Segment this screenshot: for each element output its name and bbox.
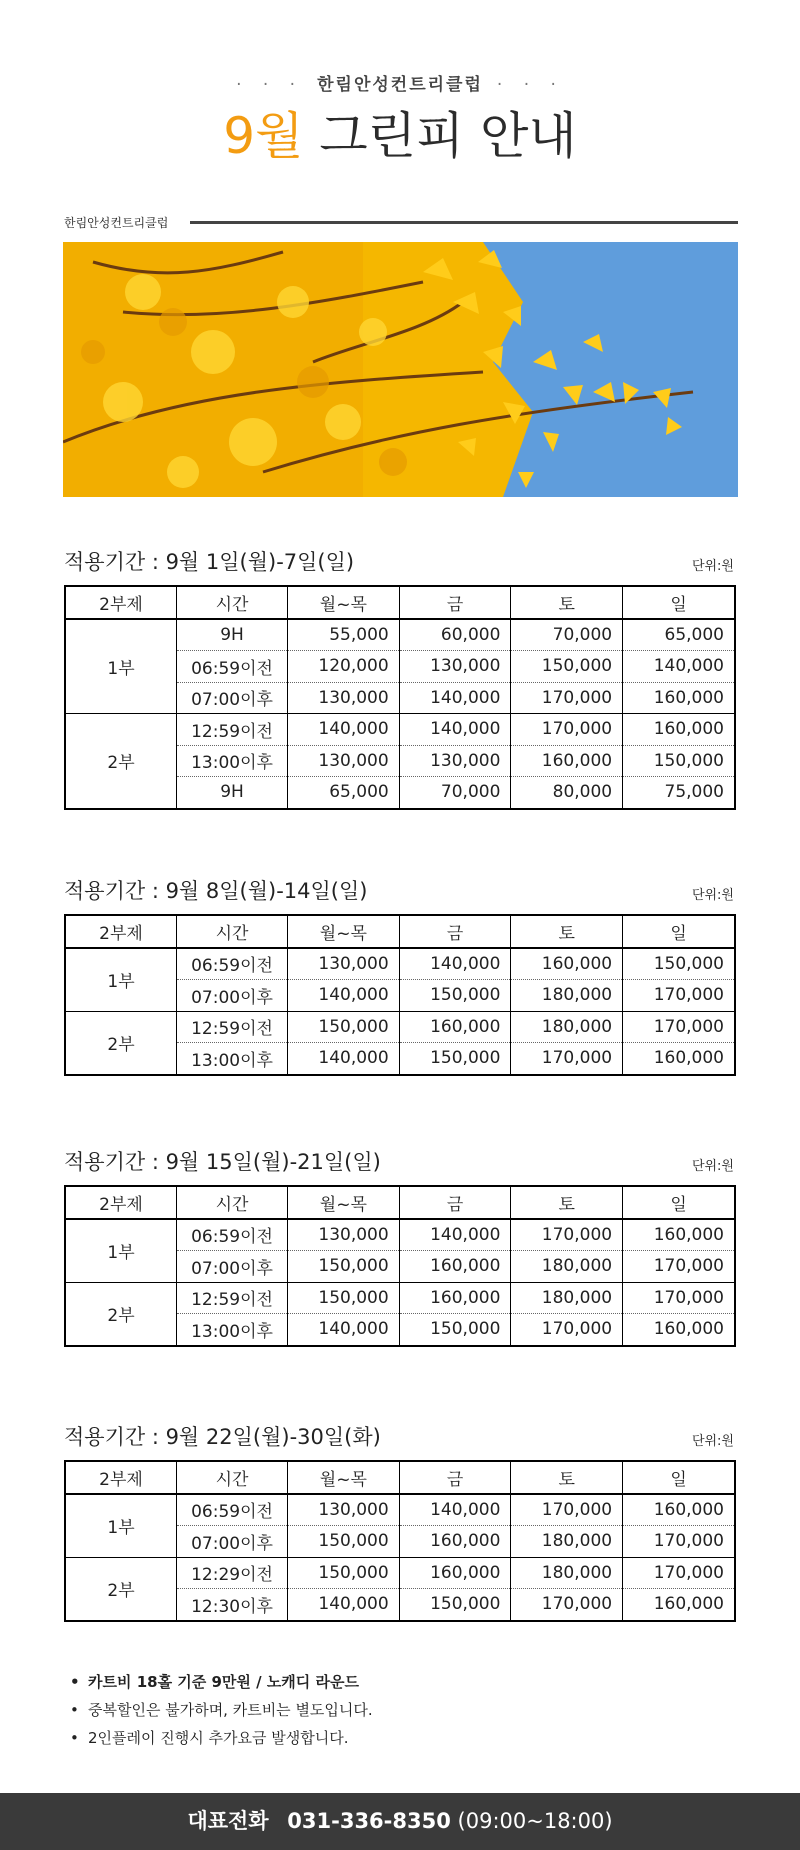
period-3-unit: 단위:원 [691,1159,734,1174]
price-cell: 160,000 [511,745,623,777]
time-cell: 13:00이후 [177,745,288,777]
table-row [65,1494,735,1526]
time-cell: 13:00이후 [177,1043,288,1075]
price-cell: 160,000 [511,948,623,980]
time-cell: 12:59이전 [177,714,288,746]
price-cell: 170,000 [623,1011,735,1043]
price-cell: 170,000 [623,980,735,1012]
time-cell: 06:59이전 [177,651,288,683]
header-time: 시간 [177,586,288,619]
period-1-table [64,585,736,810]
price-cell: 130,000 [288,1219,400,1251]
price-cell: 140,000 [399,1494,511,1526]
time-cell: 06:59이전 [177,1219,288,1251]
price-cell: 140,000 [399,948,511,980]
page-title-month: 9월 [223,107,304,165]
table-header-row [65,1186,735,1219]
part-label: 2부 [65,1557,177,1621]
table-row [65,948,735,980]
period-1-title: 적용기간 : 9월 1일(월)-7일(일) [64,550,355,574]
price-cell: 170,000 [623,1557,735,1589]
time-cell: 07:00이후 [177,682,288,714]
header-sun: 일 [623,1461,735,1494]
footer-hours: (09:00~18:00) [457,1809,613,1833]
footer-phone[interactable]: 031-336-8350 [287,1809,451,1833]
price-cell: 180,000 [511,1557,623,1589]
header-sat: 토 [511,915,623,948]
header-shift: 2부제 [65,586,177,619]
header-club-name [0,70,800,95]
price-cell: 170,000 [511,714,623,746]
page-title-text: 그린피 안내 [319,107,577,165]
header-sun: 일 [623,915,735,948]
price-cell: 130,000 [288,745,400,777]
price-cell: 170,000 [623,1526,735,1558]
table-row [65,619,735,651]
header-time: 시간 [177,1461,288,1494]
price-cell: 150,000 [399,1043,511,1075]
time-cell: 07:00이후 [177,980,288,1012]
time-cell: 07:00이후 [177,1526,288,1558]
header-sat: 토 [511,586,623,619]
price-cell: 160,000 [399,1251,511,1283]
header-sat: 토 [511,1186,623,1219]
price-cell: 55,000 [288,619,400,651]
price-cell: 170,000 [511,1219,623,1251]
period-1-unit: 단위:원 [691,559,734,574]
price-cell: 150,000 [511,651,623,683]
time-cell: 06:59이전 [177,1494,288,1526]
price-cell: 170,000 [511,1494,623,1526]
part-label: 1부 [65,1494,177,1558]
price-cell: 150,000 [288,1282,400,1314]
price-cell: 140,000 [288,1589,400,1621]
price-cell: 180,000 [511,1526,623,1558]
header-dots-right: · · · [496,75,564,95]
time-cell: 06:59이전 [177,948,288,980]
price-cell: 130,000 [288,948,400,980]
table-row [65,1219,735,1251]
period-3-title: 적용기간 : 9월 15일(월)-21일(일) [64,1150,381,1174]
header-shift: 2부제 [65,1186,177,1219]
period-3-table [64,1185,736,1347]
period-2-title: 적용기간 : 9월 8일(월)-14일(일) [64,879,368,903]
part-label: 2부 [65,1282,177,1346]
price-cell: 180,000 [511,1282,623,1314]
header-sun: 일 [623,586,735,619]
footer-contact [0,1793,800,1850]
price-cell: 130,000 [399,745,511,777]
price-cell: 160,000 [623,714,735,746]
time-cell: 12:30이후 [177,1589,288,1621]
table-row [65,1282,735,1314]
price-cell: 180,000 [511,1011,623,1043]
note-item: • 카트비 18홀 기준 9만원 / 노캐디 라운드 [70,1668,373,1696]
price-cell: 170,000 [623,1282,735,1314]
price-cell: 150,000 [288,1557,400,1589]
price-cell: 170,000 [623,1251,735,1283]
price-cell: 140,000 [288,1043,400,1075]
time-cell: 9H [177,619,288,651]
page-title [0,105,800,167]
header-time: 시간 [177,915,288,948]
price-cell: 170,000 [511,682,623,714]
price-cell: 150,000 [399,1589,511,1621]
price-cell: 140,000 [288,714,400,746]
table-row [65,714,735,746]
price-cell: 140,000 [399,1219,511,1251]
price-cell: 140,000 [399,682,511,714]
header-sat: 토 [511,1461,623,1494]
table-header-row [65,915,735,948]
price-cell: 130,000 [399,651,511,683]
time-cell: 07:00이후 [177,1251,288,1283]
header-dots-left: · · · [236,75,304,95]
notes-list [70,1668,373,1752]
header-fri: 금 [399,1461,511,1494]
header-time: 시간 [177,1186,288,1219]
price-cell: 170,000 [511,1043,623,1075]
header-fri: 금 [399,1186,511,1219]
price-cell: 130,000 [288,682,400,714]
part-label: 1부 [65,1219,177,1283]
price-cell: 160,000 [399,1526,511,1558]
table-header-row [65,1461,735,1494]
price-cell: 140,000 [288,1314,400,1346]
price-cell: 150,000 [288,1251,400,1283]
price-cell: 140,000 [399,714,511,746]
header-mon-thu: 월~목 [288,586,400,619]
note-item: • 2인플레이 진행시 추가요금 발생합니다. [70,1724,373,1752]
price-cell: 160,000 [623,1219,735,1251]
time-cell: 9H [177,777,288,809]
period-4-unit: 단위:원 [691,1434,734,1449]
header-shift: 2부제 [65,915,177,948]
ginkgo-photo [63,242,738,497]
price-cell: 150,000 [623,948,735,980]
header-fri: 금 [399,915,511,948]
price-cell: 170,000 [511,1589,623,1621]
period-4-table [64,1460,736,1622]
price-cell: 160,000 [623,1314,735,1346]
part-label: 1부 [65,619,177,714]
part-label: 2부 [65,1011,177,1075]
price-cell: 150,000 [399,980,511,1012]
time-cell: 12:59이전 [177,1011,288,1043]
price-cell: 70,000 [511,619,623,651]
price-cell: 160,000 [399,1011,511,1043]
price-cell: 75,000 [623,777,735,809]
time-cell: 13:00이후 [177,1314,288,1346]
club-divider [190,221,738,224]
header-shift: 2부제 [65,1461,177,1494]
price-cell: 150,000 [623,745,735,777]
header-mon-thu: 월~목 [288,1461,400,1494]
header-sun: 일 [623,1186,735,1219]
price-cell: 65,000 [288,777,400,809]
price-cell: 160,000 [623,1043,735,1075]
part-label: 1부 [65,948,177,1012]
price-cell: 180,000 [511,980,623,1012]
price-cell: 70,000 [399,777,511,809]
price-cell: 160,000 [399,1557,511,1589]
note-item: • 중복할인은 불가하며, 카트비는 별도입니다. [70,1696,373,1724]
table-row [65,1011,735,1043]
price-cell: 160,000 [623,682,735,714]
header-mon-thu: 월~목 [288,915,400,948]
price-cell: 180,000 [511,1251,623,1283]
table-header-row [65,586,735,619]
club-label: 한림안성컨트리클럽 [64,216,169,230]
period-2-unit: 단위:원 [691,888,734,903]
price-cell: 60,000 [399,619,511,651]
part-label: 2부 [65,714,177,809]
price-cell: 160,000 [399,1282,511,1314]
price-cell: 170,000 [511,1314,623,1346]
time-cell: 12:29이전 [177,1557,288,1589]
price-cell: 140,000 [288,980,400,1012]
header-fri: 금 [399,586,511,619]
price-cell: 160,000 [623,1589,735,1621]
price-cell: 150,000 [399,1314,511,1346]
price-cell: 65,000 [623,619,735,651]
header-club-text: 한림안성컨트리클럽 [317,75,483,95]
price-cell: 140,000 [623,651,735,683]
header-mon-thu: 월~목 [288,1186,400,1219]
price-cell: 120,000 [288,651,400,683]
footer-label: 대표전화 [187,1809,269,1833]
price-cell: 150,000 [288,1011,400,1043]
period-4-title: 적용기간 : 9월 22일(월)-30일(화) [64,1425,381,1449]
price-cell: 80,000 [511,777,623,809]
time-cell: 12:59이전 [177,1282,288,1314]
table-row [65,1557,735,1589]
period-2-table [64,914,736,1076]
price-cell: 130,000 [288,1494,400,1526]
price-cell: 150,000 [288,1526,400,1558]
price-cell: 160,000 [623,1494,735,1526]
